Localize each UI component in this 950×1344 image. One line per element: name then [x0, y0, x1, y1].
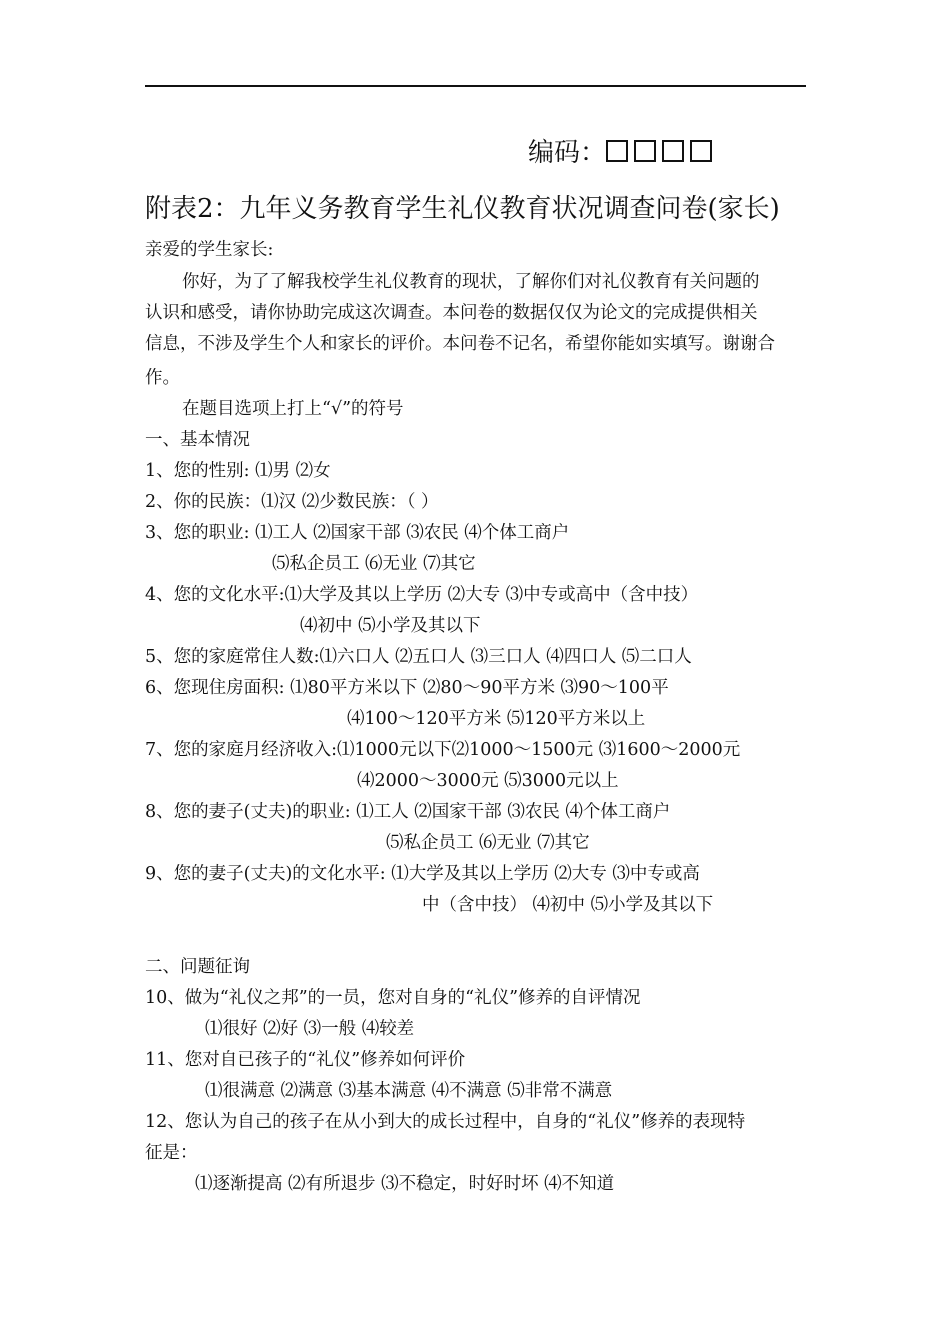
- question-4-options: ⑷初中 ⑸小学及其以下: [300, 616, 481, 636]
- section-1-heading: 一、基本情况: [145, 430, 250, 450]
- question-12-continued: 征是：: [145, 1143, 198, 1163]
- intro-paragraph-line-4: 作。: [145, 368, 180, 388]
- question-11: 11、您对自已孩子的“礼仪”修养如何评价: [145, 1050, 466, 1070]
- code-box-4[interactable]: [690, 140, 712, 162]
- intro-paragraph-line-3: 信息，不涉及学生个人和家长的评价。本问卷不记名，希望你能如实填写。谢谢合: [145, 334, 775, 354]
- question-9: 9、您的妻子(丈夫)的文化水平: ⑴大学及其以上学历 ⑵大专 ⑶中专或高: [145, 864, 700, 884]
- question-2: 2、你的民族：⑴汉 ⑵少数民族：（ ）: [145, 492, 439, 512]
- question-9-options: 中（含中技） ⑷初中 ⑸小学及其以下: [422, 895, 714, 915]
- greeting: 亲爱的学生家长:: [145, 240, 274, 260]
- question-8-options: ⑸私企员工 ⑹无业 ⑺其它: [386, 833, 590, 853]
- question-3: 3、您的职业: ⑴工人 ⑵国家干部 ⑶农民 ⑷个体工商户: [145, 523, 570, 543]
- question-1: 1、您的性别: ⑴男 ⑵女: [145, 461, 331, 481]
- question-6-options: ⑷100～120平方米 ⑸120平方米以上: [347, 709, 646, 729]
- section-2-heading: 二、问题征询: [145, 957, 250, 977]
- intro-paragraph-line-2: 认识和感受，请你协助完成这次调查。本问卷的数据仅仅为论文的完成提供相关: [145, 303, 758, 323]
- code-box-3[interactable]: [662, 140, 684, 162]
- code-field: [528, 132, 718, 169]
- question-10-options: ⑴很好 ⑵好 ⑶一般 ⑷较差: [205, 1019, 415, 1039]
- question-8: 8、您的妻子(丈夫)的职业: ⑴工人 ⑵国家干部 ⑶农民 ⑷个体工商户: [145, 802, 671, 822]
- code-box-1[interactable]: [606, 140, 628, 162]
- page-title: 附表2：九年义务教育学生礼仪教育状况调查问卷(家长): [145, 194, 780, 224]
- question-7-options: ⑷2000～3000元 ⑸3000元以上: [357, 771, 619, 791]
- instruction: 在题目选项上打上“√”的符号: [182, 399, 404, 419]
- code-box-2[interactable]: [634, 140, 656, 162]
- question-3-options: ⑸私企员工 ⑹无业 ⑺其它: [272, 554, 476, 574]
- intro-paragraph-line-1: 你好，为了了解我校学生礼仪教育的现状，了解你们对礼仪教育有关问题的: [182, 272, 760, 292]
- question-12-options: ⑴逐渐提高 ⑵有所退步 ⑶不稳定，时好时坏 ⑷不知道: [195, 1174, 615, 1194]
- question-10: 10、做为“礼仪之邦”的一员，您对自身的“礼仪”修养的自评情况: [145, 988, 641, 1008]
- header-rule: [145, 85, 806, 87]
- code-label: 编码：: [528, 138, 607, 168]
- question-4: 4、您的文化水平:⑴大学及其以上学历 ⑵大专 ⑶中专或高中（含中技）: [145, 585, 699, 605]
- question-6: 6、您现住房面积: ⑴80平方米以下 ⑵80～90平方米 ⑶90～100平: [145, 678, 669, 698]
- question-7: 7、您的家庭月经济收入:⑴1000元以下⑵1000～1500元 ⑶1600～2000元: [145, 740, 741, 760]
- question-11-options: ⑴很满意 ⑵满意 ⑶基本满意 ⑷不满意 ⑸非常不满意: [205, 1081, 613, 1101]
- question-5: 5、您的家庭常住人数:⑴六口人 ⑵五口人 ⑶三口人 ⑷四口人 ⑸二口人: [145, 647, 692, 667]
- question-12: 12、您认为自己的孩子在从小到大的成长过程中，自身的“礼仪”修养的表现特: [145, 1112, 746, 1132]
